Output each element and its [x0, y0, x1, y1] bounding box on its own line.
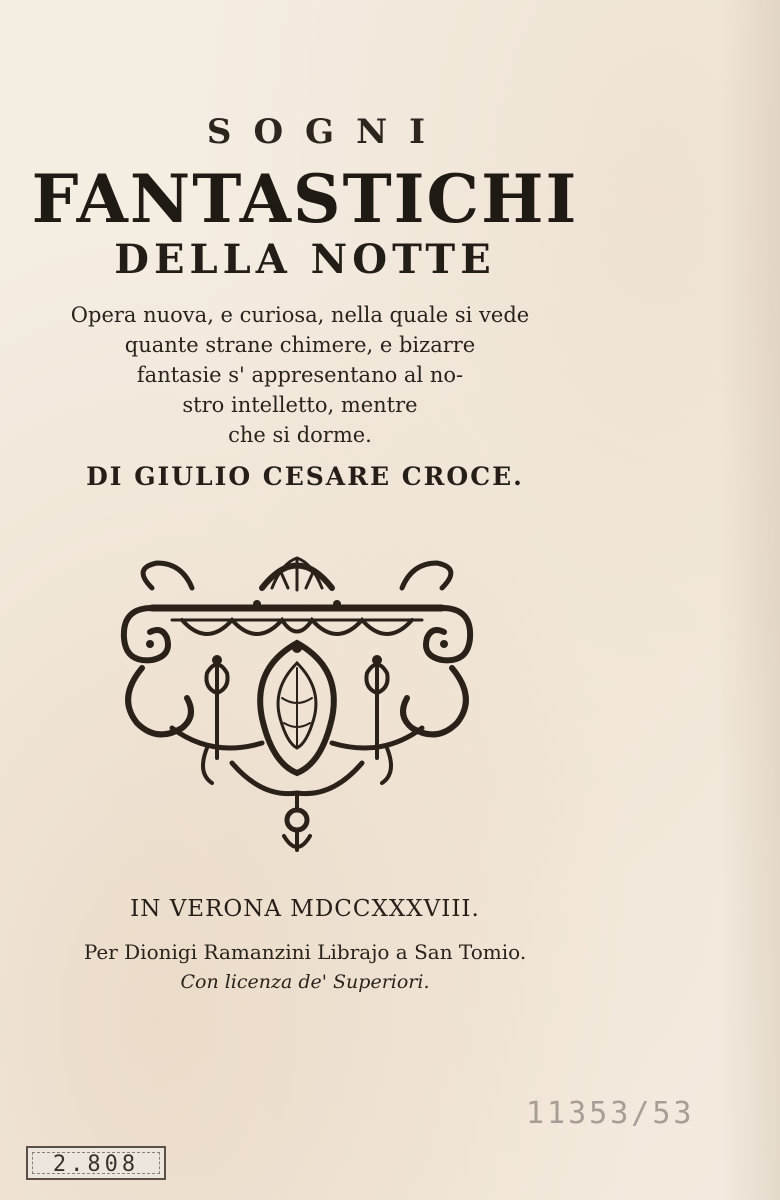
printers-ornament [112, 548, 482, 858]
imprint-printer: Per Dionigi Ramanzini Librajo a San Tomio. [83, 940, 527, 964]
title-line-1: SOGNI [206, 112, 448, 152]
imprint-place-date: IN VERONA MDCCXXXVIII. [130, 896, 480, 922]
subtitle-line: stro intelletto, mentre [182, 393, 418, 417]
imprint-license: Con licenza de' Superiori. [180, 971, 430, 993]
subtitle-line: fantasie s' appresentano al no- [136, 363, 464, 387]
title-line-3: DELLA NOTTE [114, 236, 496, 283]
title-line-2: FANTASTICHI [31, 160, 579, 238]
page-edge-shadow [720, 0, 780, 1200]
author-line: DI GIULIO CESARE CROCE. [86, 462, 524, 491]
subtitle-line: Opera nuova, e curiosa, nella quale si vede [70, 303, 530, 327]
shelfmark-label [26, 1146, 166, 1180]
subtitle-line: quante strane chimere, e bizarre [124, 333, 476, 357]
subtitle-line: che si dorme. [228, 423, 372, 447]
shelfmark-text: 2.808 [52, 1152, 140, 1177]
inventory-stamp: 11353/53 [526, 1096, 695, 1131]
subtitle [0, 300, 600, 450]
